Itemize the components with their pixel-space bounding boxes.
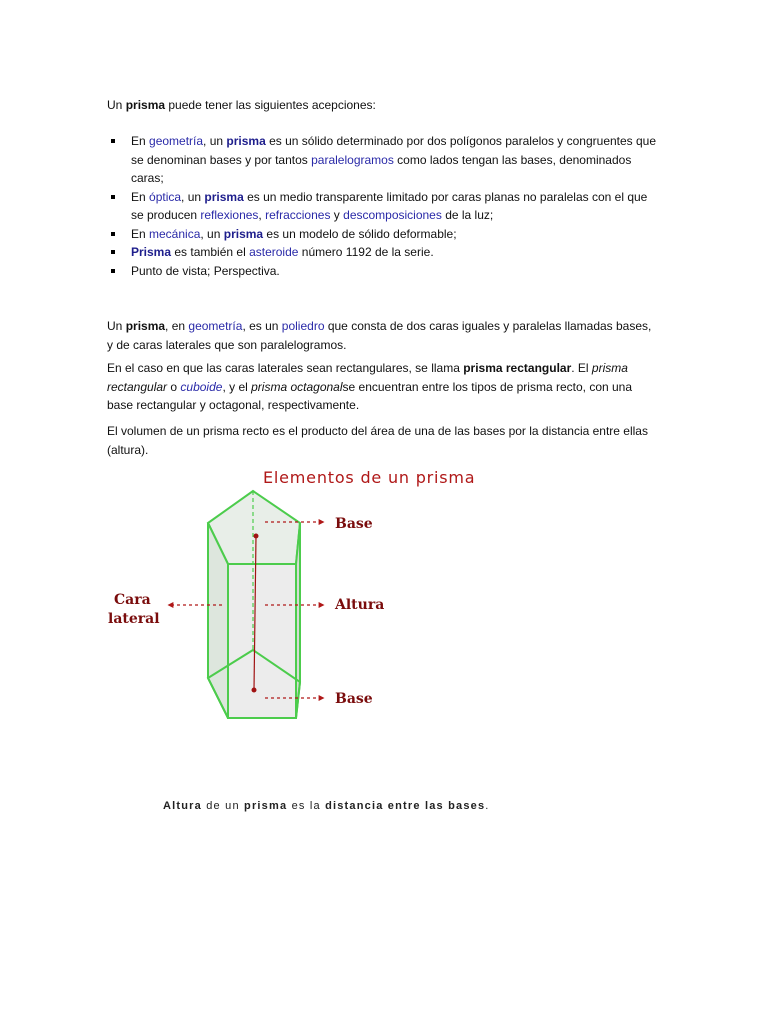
intro-text: Un	[107, 98, 126, 112]
link-descomposiciones[interactable]: descomposiciones	[343, 208, 442, 222]
link-optica[interactable]: óptica	[149, 189, 182, 204]
link-cuboide[interactable]: cuboide	[180, 379, 223, 394]
link-geometria[interactable]: geometría	[149, 134, 204, 148]
link-paralelogramos[interactable]: paralelogramos	[311, 152, 394, 167]
intro-bold: prisma	[125, 98, 166, 112]
bullet-icon	[111, 269, 115, 273]
diagram-caption: Altura de un prisma es la distancia entre las bases.	[163, 800, 490, 812]
link-prisma[interactable]: Prisma	[131, 245, 172, 259]
link-reflexiones[interactable]: reflexiones	[200, 208, 259, 222]
link-asteroide[interactable]: asteroide	[249, 245, 299, 259]
list-item: Punto de vista; Perspectiva.	[107, 262, 657, 281]
label-lateral: lateral	[108, 611, 160, 627]
list-item: En geometría, un prisma es un sólido determinado por dos polígonos paralelos y congruentes que se denominan bases y por tantos paralelogramos como lados tengan las bases, denominados caras;	[107, 132, 657, 188]
list-item: Prisma es también el asteroide número 1192 de la serie.	[107, 243, 657, 262]
bullet-icon	[111, 232, 115, 236]
prism-diagram	[100, 460, 520, 730]
link-poliedro[interactable]: poliedro	[281, 319, 325, 333]
bullet-icon	[111, 195, 115, 199]
link-prisma[interactable]: prisma	[226, 134, 266, 148]
paragraph-volumen: El volumen de un prisma recto es el producto del área de una de las bases por la distancia entre ellas (altura).	[107, 424, 648, 457]
intro-text-2: puede tener las siguientes acepciones:	[165, 98, 376, 112]
list-item: En óptica, un prisma es un medio transparente limitado por caras planas no paralelas con el que se producen reflexiones, refracciones y descomposiciones de la luz;	[107, 188, 657, 225]
paragraph-rectangular: En el caso en que las caras laterales sean rectangulares, se llama prisma rectangular. El prisma rectangular o cuboide, y el prisma octagonalse encuentran entre los tipos de prisma recto, con una base rectangular y octagonal, respectivamente.	[107, 361, 633, 412]
label-base-top: Base	[335, 516, 373, 532]
list-item: En mecánica, un prisma es un modelo de sólido deformable;	[107, 225, 657, 244]
bullet-icon	[111, 139, 115, 143]
definitions-list	[107, 132, 657, 280]
link-refracciones[interactable]: refracciones	[265, 208, 331, 222]
link-prisma[interactable]: prisma	[223, 226, 264, 241]
diagram-title: Elementos de un prisma	[263, 468, 476, 487]
label-base-bottom: Base	[335, 691, 373, 707]
link-geometria[interactable]: geometría	[188, 319, 243, 333]
paragraph-definition: Un prisma, en geometría, es un poliedro que consta de dos caras iguales y paralelas llamadas bases, y de caras laterales que son paralelogramos.	[107, 319, 652, 352]
label-altura: Altura	[335, 597, 385, 613]
link-prisma[interactable]: prisma	[204, 189, 244, 204]
bullet-icon	[111, 250, 115, 254]
intro-paragraph	[107, 96, 657, 115]
label-cara: Cara	[114, 592, 151, 608]
link-mecanica[interactable]: mecánica	[149, 226, 201, 241]
